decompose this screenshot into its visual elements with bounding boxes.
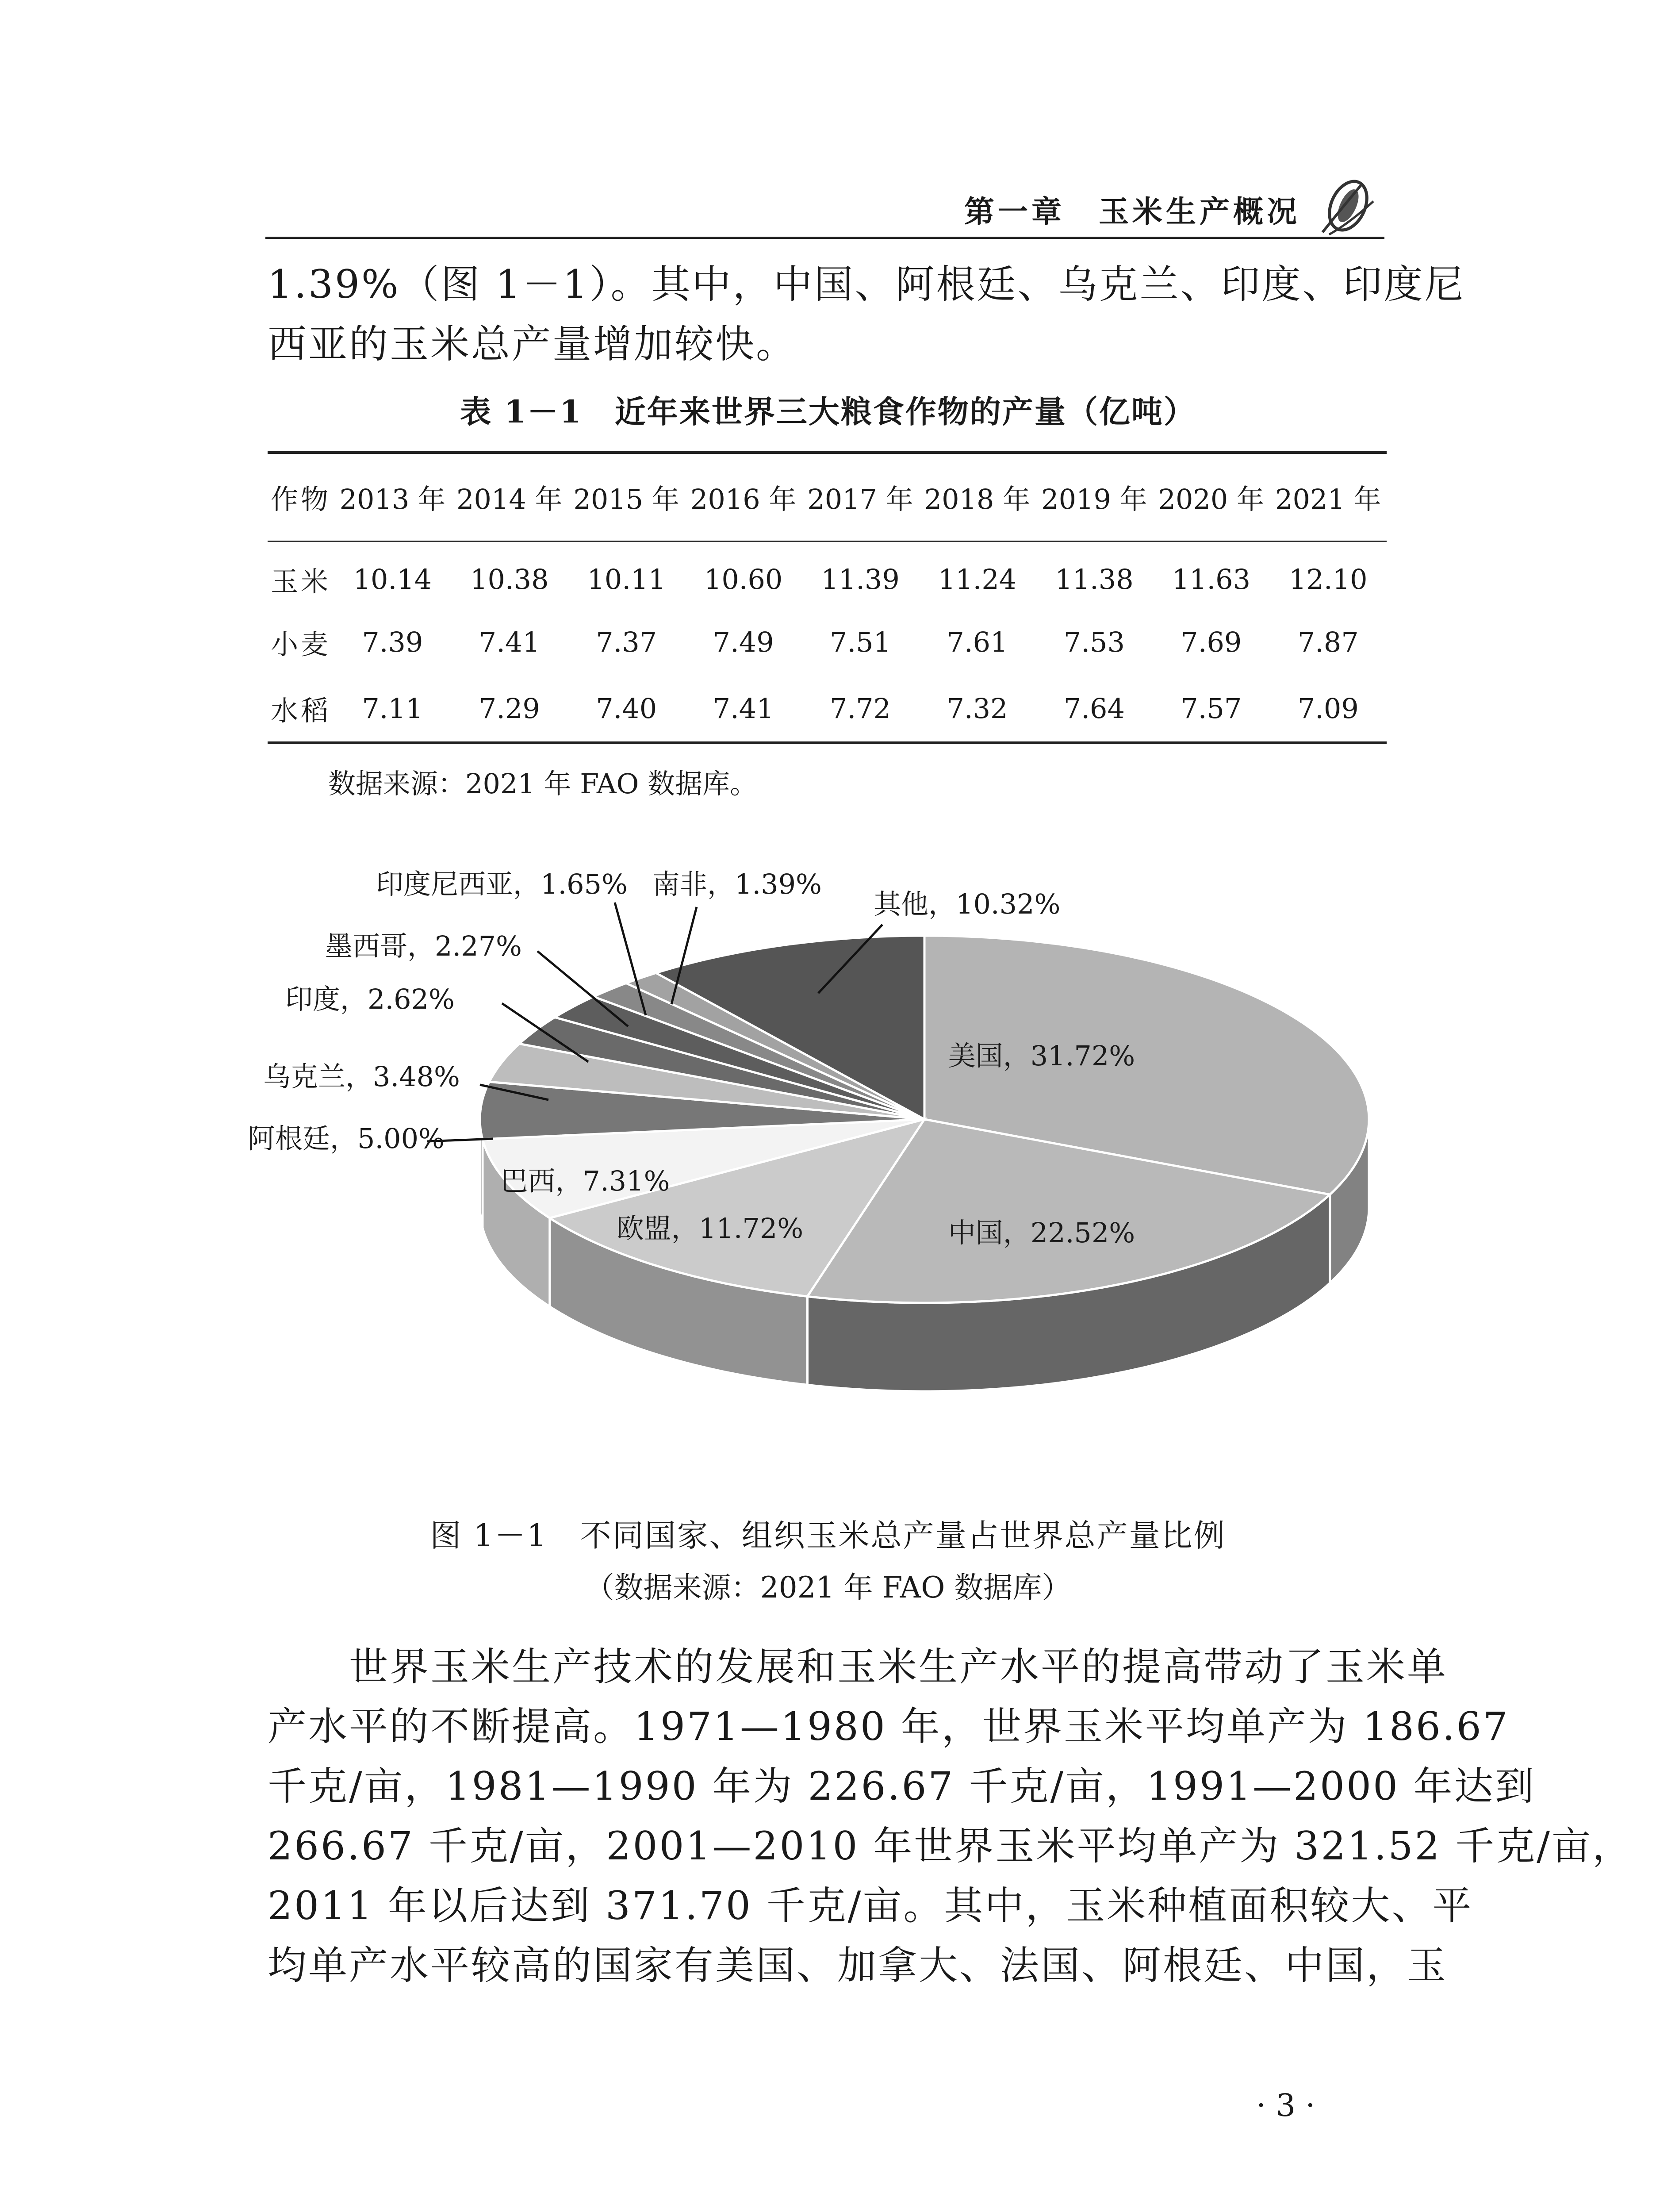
chapter-title: 第一章 玉米生产概况 bbox=[964, 194, 1300, 230]
slice-label: 印度尼西亚，1.65% bbox=[376, 868, 628, 900]
table-cell: 7.87 bbox=[1297, 626, 1359, 658]
table-cell: 7.37 bbox=[596, 626, 657, 658]
figure-source-note: （数据来源：2021 年 FAO 数据库） bbox=[585, 1571, 1071, 1605]
table-cell: 7.09 bbox=[1297, 692, 1359, 725]
column-header: 2017 年 bbox=[807, 483, 913, 516]
column-header: 2021 年 bbox=[1275, 483, 1381, 516]
table-cell: 11.39 bbox=[821, 563, 900, 596]
table-cell: 7.32 bbox=[947, 692, 1008, 725]
column-header: 2019 年 bbox=[1041, 483, 1147, 516]
table-cell: 玉米 bbox=[271, 565, 331, 598]
table-cell: 小麦 bbox=[271, 628, 331, 661]
table-row bbox=[268, 541, 1387, 608]
slice-label: 墨西哥，2.27% bbox=[325, 930, 522, 962]
table-cell: 7.69 bbox=[1181, 626, 1242, 658]
text-line: 产水平的不断提高。1971—1980 年，世界玉米平均单产为 186.67 bbox=[268, 1704, 1510, 1749]
text-line: 千克/亩，1981—1990 年为 226.67 千克/亩，1991—2000 年达到 bbox=[268, 1763, 1536, 1809]
slice-label: 南非，1.39% bbox=[652, 868, 822, 900]
table-cell: 7.72 bbox=[830, 692, 891, 725]
table-cell: 12.10 bbox=[1289, 563, 1368, 596]
table-cell: 10.38 bbox=[470, 563, 549, 596]
page-number: · 3 · bbox=[1256, 2087, 1315, 2124]
column-header: 2020 年 bbox=[1158, 483, 1265, 516]
slice-label: 欧盟，11.72% bbox=[616, 1212, 804, 1244]
running-header bbox=[265, 175, 1384, 239]
table-cell: 11.24 bbox=[938, 563, 1017, 596]
column-header: 2018 年 bbox=[924, 483, 1031, 516]
production-table bbox=[268, 451, 1387, 744]
table-caption: 表 1－1 近年来世界三大粮食作物的产量（亿吨） bbox=[460, 393, 1196, 430]
intro-paragraph bbox=[268, 254, 1465, 374]
table-cell: 7.11 bbox=[362, 692, 423, 725]
corn-logo-icon bbox=[1314, 175, 1380, 239]
column-header: 2013 年 bbox=[339, 483, 446, 516]
table-cell: 7.41 bbox=[479, 626, 540, 658]
table-cell: 7.51 bbox=[830, 626, 891, 658]
column-header: 作物 bbox=[271, 483, 331, 516]
table-source-note: 数据来源：2021 年 FAO 数据库。 bbox=[328, 768, 758, 800]
table-cell: 7.49 bbox=[713, 626, 774, 658]
table-cell: 7.40 bbox=[596, 692, 657, 725]
figure-caption: 图 1－1 不同国家、组织玉米总产量占世界总产量比例 bbox=[430, 1517, 1226, 1554]
text-line: 266.67 千克/亩，2001—2010 年世界玉米平均单产为 321.52 千克/亩， bbox=[268, 1823, 1633, 1869]
table-cell: 11.63 bbox=[1172, 563, 1251, 596]
slice-label: 其他，10.32% bbox=[874, 888, 1061, 920]
table-row bbox=[268, 676, 1387, 743]
text-line: 1.39%（图 1－1）。其中，中国、阿根廷、乌克兰、印度、印度尼 bbox=[268, 261, 1465, 307]
slice-label: 巴西，7.31% bbox=[500, 1165, 670, 1197]
slice-label: 阿根廷，5.00% bbox=[248, 1122, 445, 1155]
slice-label: 中国，22.52% bbox=[948, 1217, 1135, 1249]
slice-label: 乌克兰，3.48% bbox=[263, 1060, 460, 1093]
column-header: 2015 年 bbox=[573, 483, 679, 516]
text-line: 西亚的玉米总产量增加较快。 bbox=[268, 321, 797, 367]
slice-label: 印度，2.62% bbox=[285, 983, 455, 1015]
table-cell: 7.53 bbox=[1063, 626, 1125, 658]
text-line: 均单产水平较高的国家有美国、加拿大、法国、阿根廷、中国，玉 bbox=[268, 1943, 1448, 1988]
table-header-row bbox=[268, 453, 1387, 541]
table-cell: 7.57 bbox=[1181, 692, 1242, 725]
pie-chart bbox=[248, 832, 1442, 1504]
table-cell: 7.29 bbox=[479, 692, 540, 725]
column-header: 2014 年 bbox=[456, 483, 563, 516]
table-cell: 水稻 bbox=[271, 695, 331, 727]
table-cell: 10.14 bbox=[353, 563, 432, 596]
column-header: 2016 年 bbox=[690, 483, 797, 516]
body-paragraph bbox=[268, 1637, 1633, 1995]
table-cell: 10.11 bbox=[587, 563, 666, 596]
text-line: 2011 年以后达到 371.70 千克/亩。其中，玉米种植面积较大、平 bbox=[268, 1883, 1473, 1928]
table-row bbox=[268, 608, 1387, 676]
table-cell: 7.39 bbox=[362, 626, 423, 658]
table-cell: 11.38 bbox=[1055, 563, 1134, 596]
table-cell: 7.61 bbox=[947, 626, 1008, 658]
table-cell: 7.41 bbox=[713, 692, 774, 725]
table-cell: 7.64 bbox=[1063, 692, 1125, 725]
table-cell: 10.60 bbox=[704, 563, 783, 596]
header-rule bbox=[265, 237, 1384, 239]
slice-label: 美国，31.72% bbox=[948, 1040, 1135, 1072]
text-line: 世界玉米生产技术的发展和玉米生产水平的提高带动了玉米单 bbox=[268, 1644, 1448, 1690]
